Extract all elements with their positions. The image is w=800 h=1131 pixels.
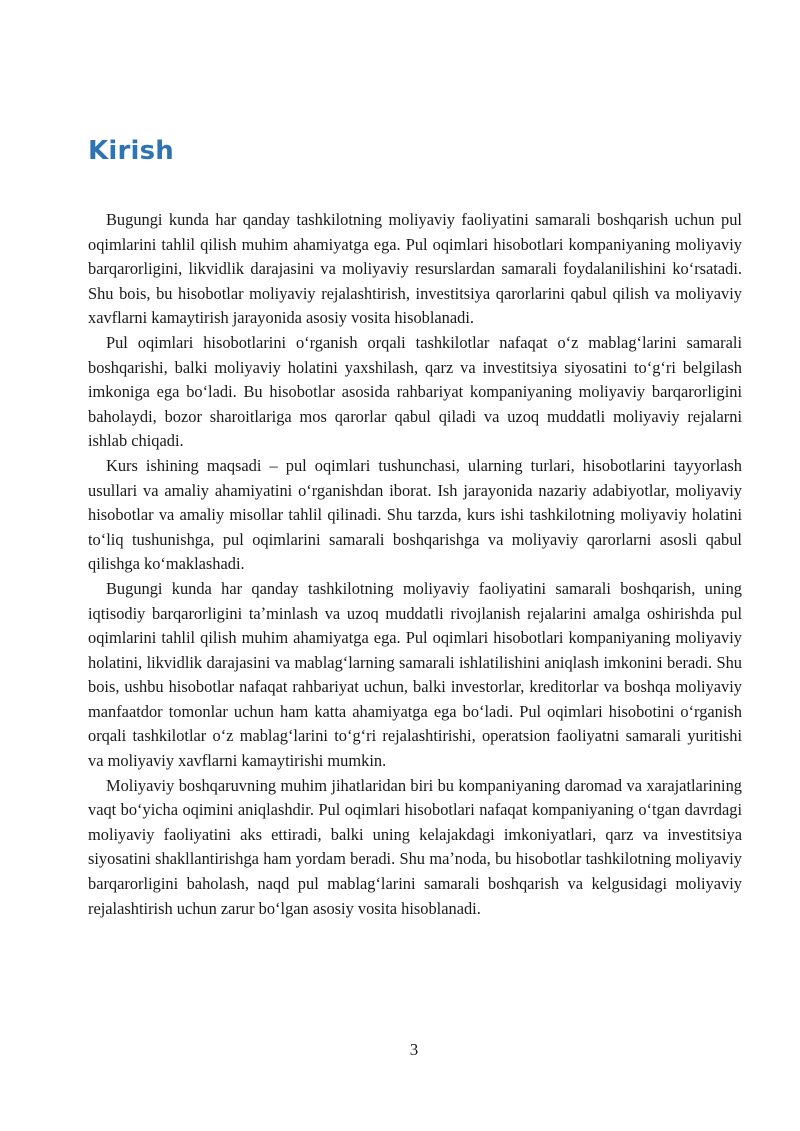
page-number: 3 bbox=[409, 1040, 419, 1059]
paragraph: Kurs ishining maqsadi – pul oqimlari tushunchasi, ularning turlari, hisobotlarini tayyorlash usullari va amaliy ahamiyatini oʻrganishdan iborat. Ish jarayonida nazariy adabiyotlar, moliyaviy hisobotlar va amaliy misollar tahlil qilinadi. Shu tarzda, kurs ishi tashkilotning moliyaviy holatini toʻliq tushunishga, pul oqimlarini samarali boshqarishga va moliyaviy qarorlarni asosli qabul qilishga koʻmaklashadi. bbox=[88, 455, 742, 574]
paragraph: Bugungi kunda har qanday tashkilotning moliyaviy faoliyatini samarali boshqarish uchun pul oqimlarini tahlil qilish muhim ahamiyatga ega. Pul oqimlari hisobotlari kompaniyaning moliyaviy barqarorligini, likvidlik darajasini va moliyaviy resurslardan samarali foydalanilishini koʻrsatadi. Shu bois, bu hisobotlar moliyaviy rejalashtirish, investitsiya qarorlarini qabul qilish va moliyaviy xavflarni kamaytirish jarayonida asosiy vosita hisoblanadi. bbox=[88, 210, 742, 328]
paragraph: Bugungi kunda har qanday tashkilotning moliyaviy faoliyatini samarali boshqarish, uning iqtisodiy barqarorligini taʼminlash va uzoq muddatli rivojlanish rejalarini amalga oshirishda pul oqimlarini tahlil qilish muhim ahamiyatga ega. Pul oqimlari hisobotlari kompaniyaning moliyaviy holatini, likvidlik darajasini va mablagʻlarning samarali ishlatilishini aniqlash imkonini beradi. Shu bois, ushbu hisobotlar nafaqat rahbariyat uchun, balki investorlar, kreditorlar va boshqa moliyaviy manfaatdor tomonlar uchun ham katta ahamiyatga ega boʻladi. Pul oqimlari hisobotini oʻrganish orqali tashkilotlar oʻz mablagʻlarini toʻgʻri rejalashtirishi, operatsion faoliyatni samarali yuritishi va moliyaviy xavflarni kamaytirishi mumkin. bbox=[88, 578, 742, 771]
paragraph: Pul oqimlari hisobotlarini oʻrganish orqali tashkilotlar nafaqat oʻz mablagʻlarini samarali boshqarishi, balki moliyaviy holatini yaxshilash, qarz va investitsiya siyosatini toʻgʻri belgilash imkoniga ega boʻladi. Bu hisobotlar asosida rahbariyat kompaniyaning moliyaviy barqarorligini baholaydi, bozor sharoitlariga mos qarorlar qabul qiladi va uzoq muddatli moliyaviy rejalarni ishlab chiqadi. bbox=[88, 332, 742, 451]
section-heading: Kirish bbox=[88, 136, 174, 166]
paragraph: Moliyaviy boshqaruvning muhim jihatlaridan biri bu kompaniyaning daromad va xarajatlarining vaqt boʻyicha oqimini aniqlashdir. Pul oqimlari hisobotlari nafaqat kompaniyaning oʻtgan davrdagi moliyaviy faoliyatini aks ettiradi, balki uning kelajakdagi imkoniyatlari, qarz va investitsiya siyosatini shakllantirishga ham yordam beradi. Shu maʼnoda, bu hisobotlar tashkilotning moliyaviy barqarorligini baholash, naqd pul mablagʻlarini samarali boshqarish va kelgusidagi moliyaviy rejalashtirish uchun zarur boʻlgan asosiy vosita hisoblanadi. bbox=[88, 775, 742, 918]
body-text bbox=[88, 208, 742, 921]
